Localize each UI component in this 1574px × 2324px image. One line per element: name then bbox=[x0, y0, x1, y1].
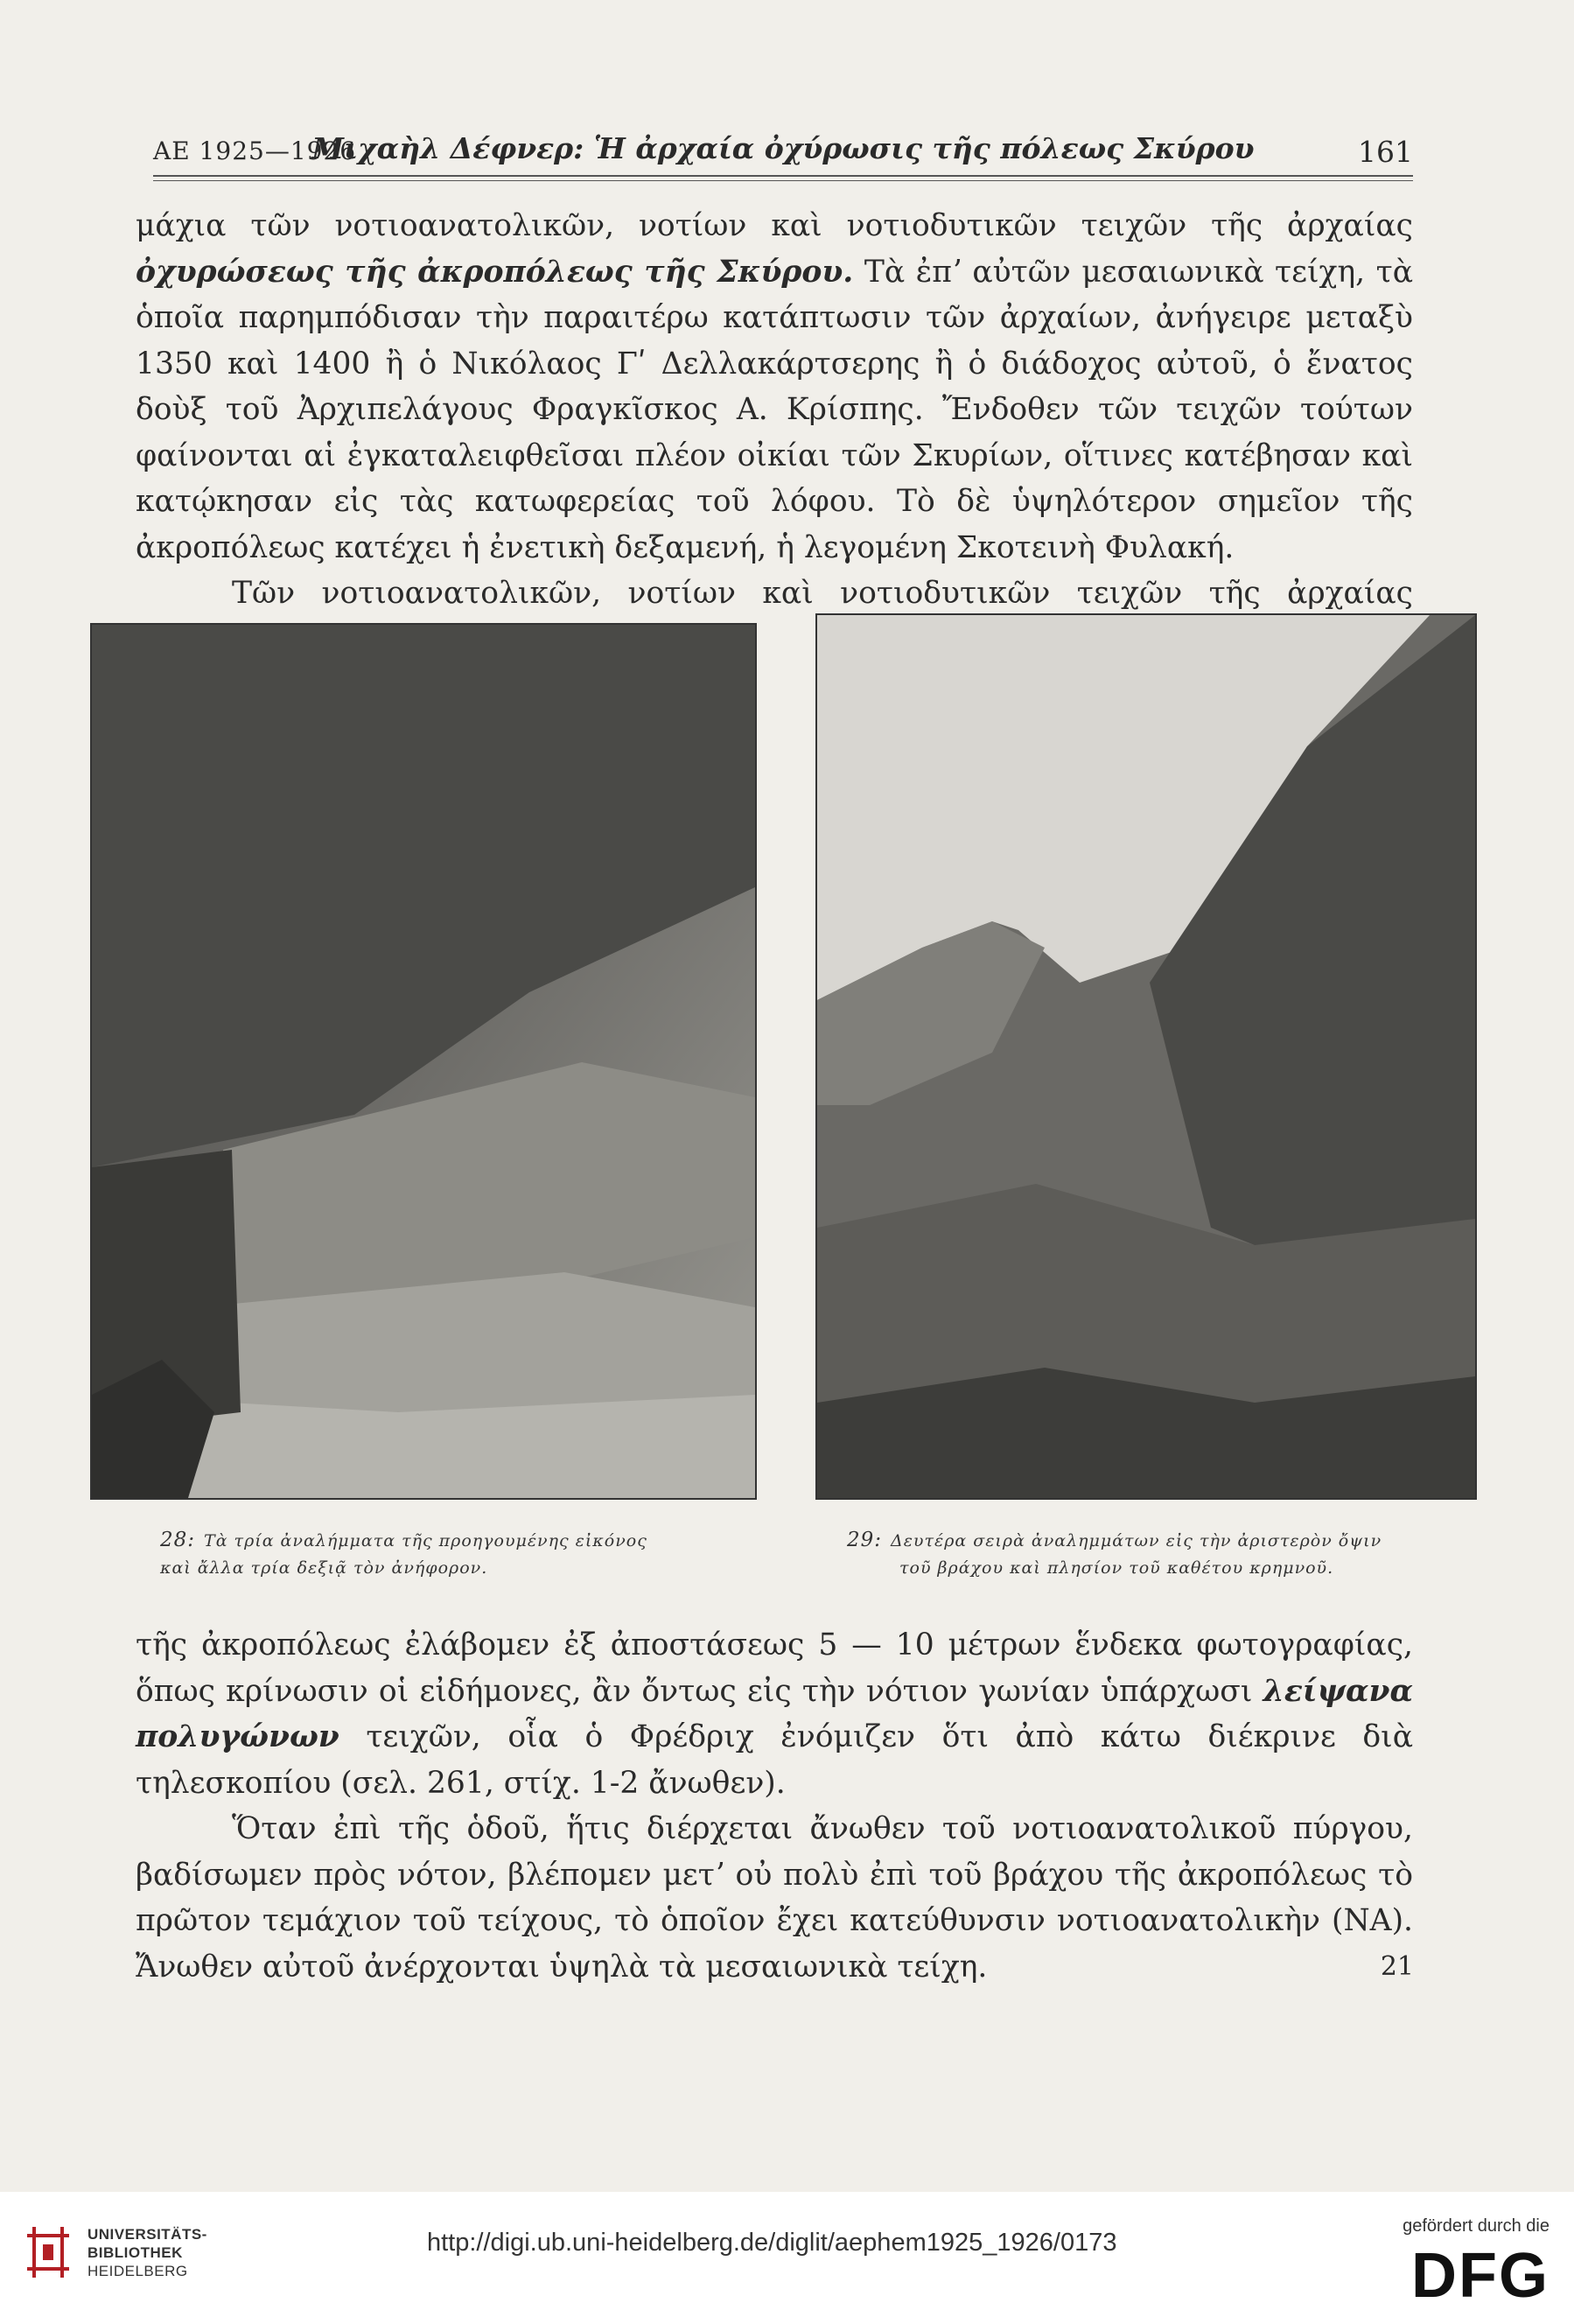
header-rule-thin bbox=[153, 180, 1413, 181]
funded-by-text: gefördert durch die bbox=[1403, 2216, 1550, 2236]
paragraph-1-start: μάχια τῶν νοτιοανατολικῶν, νοτίων καὶ νοτιοδυτικῶν τειχῶν τῆς ἀρχαίας bbox=[136, 208, 1413, 243]
dfg-logo: DFG bbox=[1411, 2241, 1550, 2311]
digitization-footer bbox=[0, 2192, 1574, 2324]
caption-fig29-line2: τοῦ βράχου καὶ πλησίον τοῦ καθέτου κρημνοῦ. bbox=[899, 1558, 1334, 1578]
paragraph-3 bbox=[136, 1622, 1413, 1806]
caption-fig28 bbox=[160, 1527, 647, 1582]
caption-fig28-number: 28: bbox=[160, 1529, 196, 1551]
header-rule bbox=[153, 175, 1413, 177]
signature-mark: 21 bbox=[1380, 1951, 1414, 1982]
source-url-link[interactable]: http://digi.ub.uni-heidelberg.de/diglit/aephem1925_1926/0173 bbox=[427, 2229, 1117, 2257]
caption-fig29 bbox=[847, 1527, 1382, 1582]
paragraph-1-rest: Τὰ ἐπʼ αὐτῶν μεσαιωνικὰ τείχη, τὰ ὁποῖα παρημπόδισαν τὴν παραιτέρω κατάπτωσιν τῶν ἀρχαίων, ἀνήγειρε μεταξὺ 1350 καὶ 1400 ἢ ὁ Νικόλαος Γʹ Δελλακάρτσερης ἢ ὁ διάδοχος αὐτοῦ, ὁ ἔνατος δοὺξ τοῦ Ἀρχιπελάγους Φραγκῖσκος Α. Κρίσπης. Ἔνδοθεν τῶν τειχῶν τούτων φαίνονται αἱ ἐγκαταλειφθεῖσαι πλέον οἰκίαι τῶν Σκυρίων, οἵτινες κατέβησαν καὶ κατῴκησαν εἰς τὰς κατωφερείας τοῦ λόφου. Τὸ δὲ ὑψηλότερον σημεῖον τῆς ἀκροπόλεως κατέχει ἡ ἐνετικὴ δεξαμενή, ἡ λεγομένη Σκοτεινὴ Φυλακή. bbox=[136, 254, 1413, 565]
emphasis-polygonal-remains: λείψανα πολυγώνων bbox=[136, 1673, 1414, 1754]
caption-fig29-line1: Δευτέρα σειρὰ ἀναλημμάτων εἰς τὴν ἀριστερὸν ὄψιν bbox=[891, 1531, 1382, 1550]
paragraph-3-rest: τειχῶν, οἷα ὁ Φρέδριχ ἐνόμιζεν ὅτι ἀπὸ κάτω διέκρινε διὰ τηλεσκοπίου (σελ. 261, στίχ. 1-2 ἄνωθεν). bbox=[136, 1719, 1413, 1801]
caption-fig29-number: 29: bbox=[847, 1529, 883, 1551]
paragraph-4: Ὅταν ἐπὶ τῆς ὁδοῦ, ἥτις διέρχεται ἄνωθεν τοῦ νοτιοανατολικοῦ πύργου, βαδίσωμεν πρὸς νότον, βλέπομεν μετʼ οὐ πολὺ ἐπὶ τοῦ βράχου τῆς ἀκροπόλεως τὸ πρῶτον τεμάχιον τοῦ τείχους, τὸ ὁποῖον ἔχει κατεύθυνσιν νοτιοανατολικὴν (ΝΑ). Ἄνωθεν αὐτοῦ ἀνέρχονται ὑψηλὰ τὰ μεσαιωνικὰ τείχη. bbox=[136, 1811, 1413, 1984]
running-header bbox=[153, 131, 1413, 175]
institution-name: UNIVERSITÄTS- BIBLIOTHEK HEIDELBERG bbox=[87, 2226, 207, 2279]
paragraph-2: Τῶν νοτιοανατολικῶν, νοτίων καὶ νοτιοδυτικῶν τειχῶν τῆς ἀρχαίας bbox=[232, 576, 1413, 611]
university-seal-icon bbox=[22, 2222, 74, 2283]
page-number: 161 bbox=[1358, 135, 1413, 169]
running-title: Μιχαὴλ Δέφνερ: Ἡ ἀρχαία ὀχύρωσις τῆς πόλεως Σκύρου bbox=[311, 131, 1255, 165]
caption-fig28-line2: καὶ ἄλλα τρία δεξιᾷ τὸν ἀνήφορον. bbox=[160, 1558, 488, 1578]
journal-volume: ΑΕ 1925—1926 bbox=[153, 136, 357, 165]
paragraph-3-start: τῆς ἀκροπόλεως ἐλάβομεν ἐξ ἀποστάσεως 5 — 10 μέτρων ἕνδεκα φωτογραφίας, ὅπως κρίνωσιν οἱ εἰδήμονες, ἂν ὄντως εἰς τὴν νότιον γωνίαν ὑπάρχωσι bbox=[136, 1628, 1413, 1709]
photo-fig28-image bbox=[92, 625, 755, 1498]
emphasis-acropolis: ὀχυρώσεως τῆς ἀκροπόλεως τῆς Σκύρου. bbox=[136, 254, 854, 290]
top-text-block bbox=[136, 203, 1413, 662]
photo-fig29 bbox=[815, 613, 1477, 1500]
paragraph-1 bbox=[136, 203, 1413, 570]
bottom-text-block bbox=[136, 1622, 1413, 1990]
photo-fig28 bbox=[90, 623, 757, 1500]
photo-fig29-image bbox=[817, 615, 1475, 1498]
caption-fig28-line1: Τὰ τρία ἀναλήμματα τῆς προηγουμένης εἰκόνος bbox=[204, 1531, 647, 1550]
